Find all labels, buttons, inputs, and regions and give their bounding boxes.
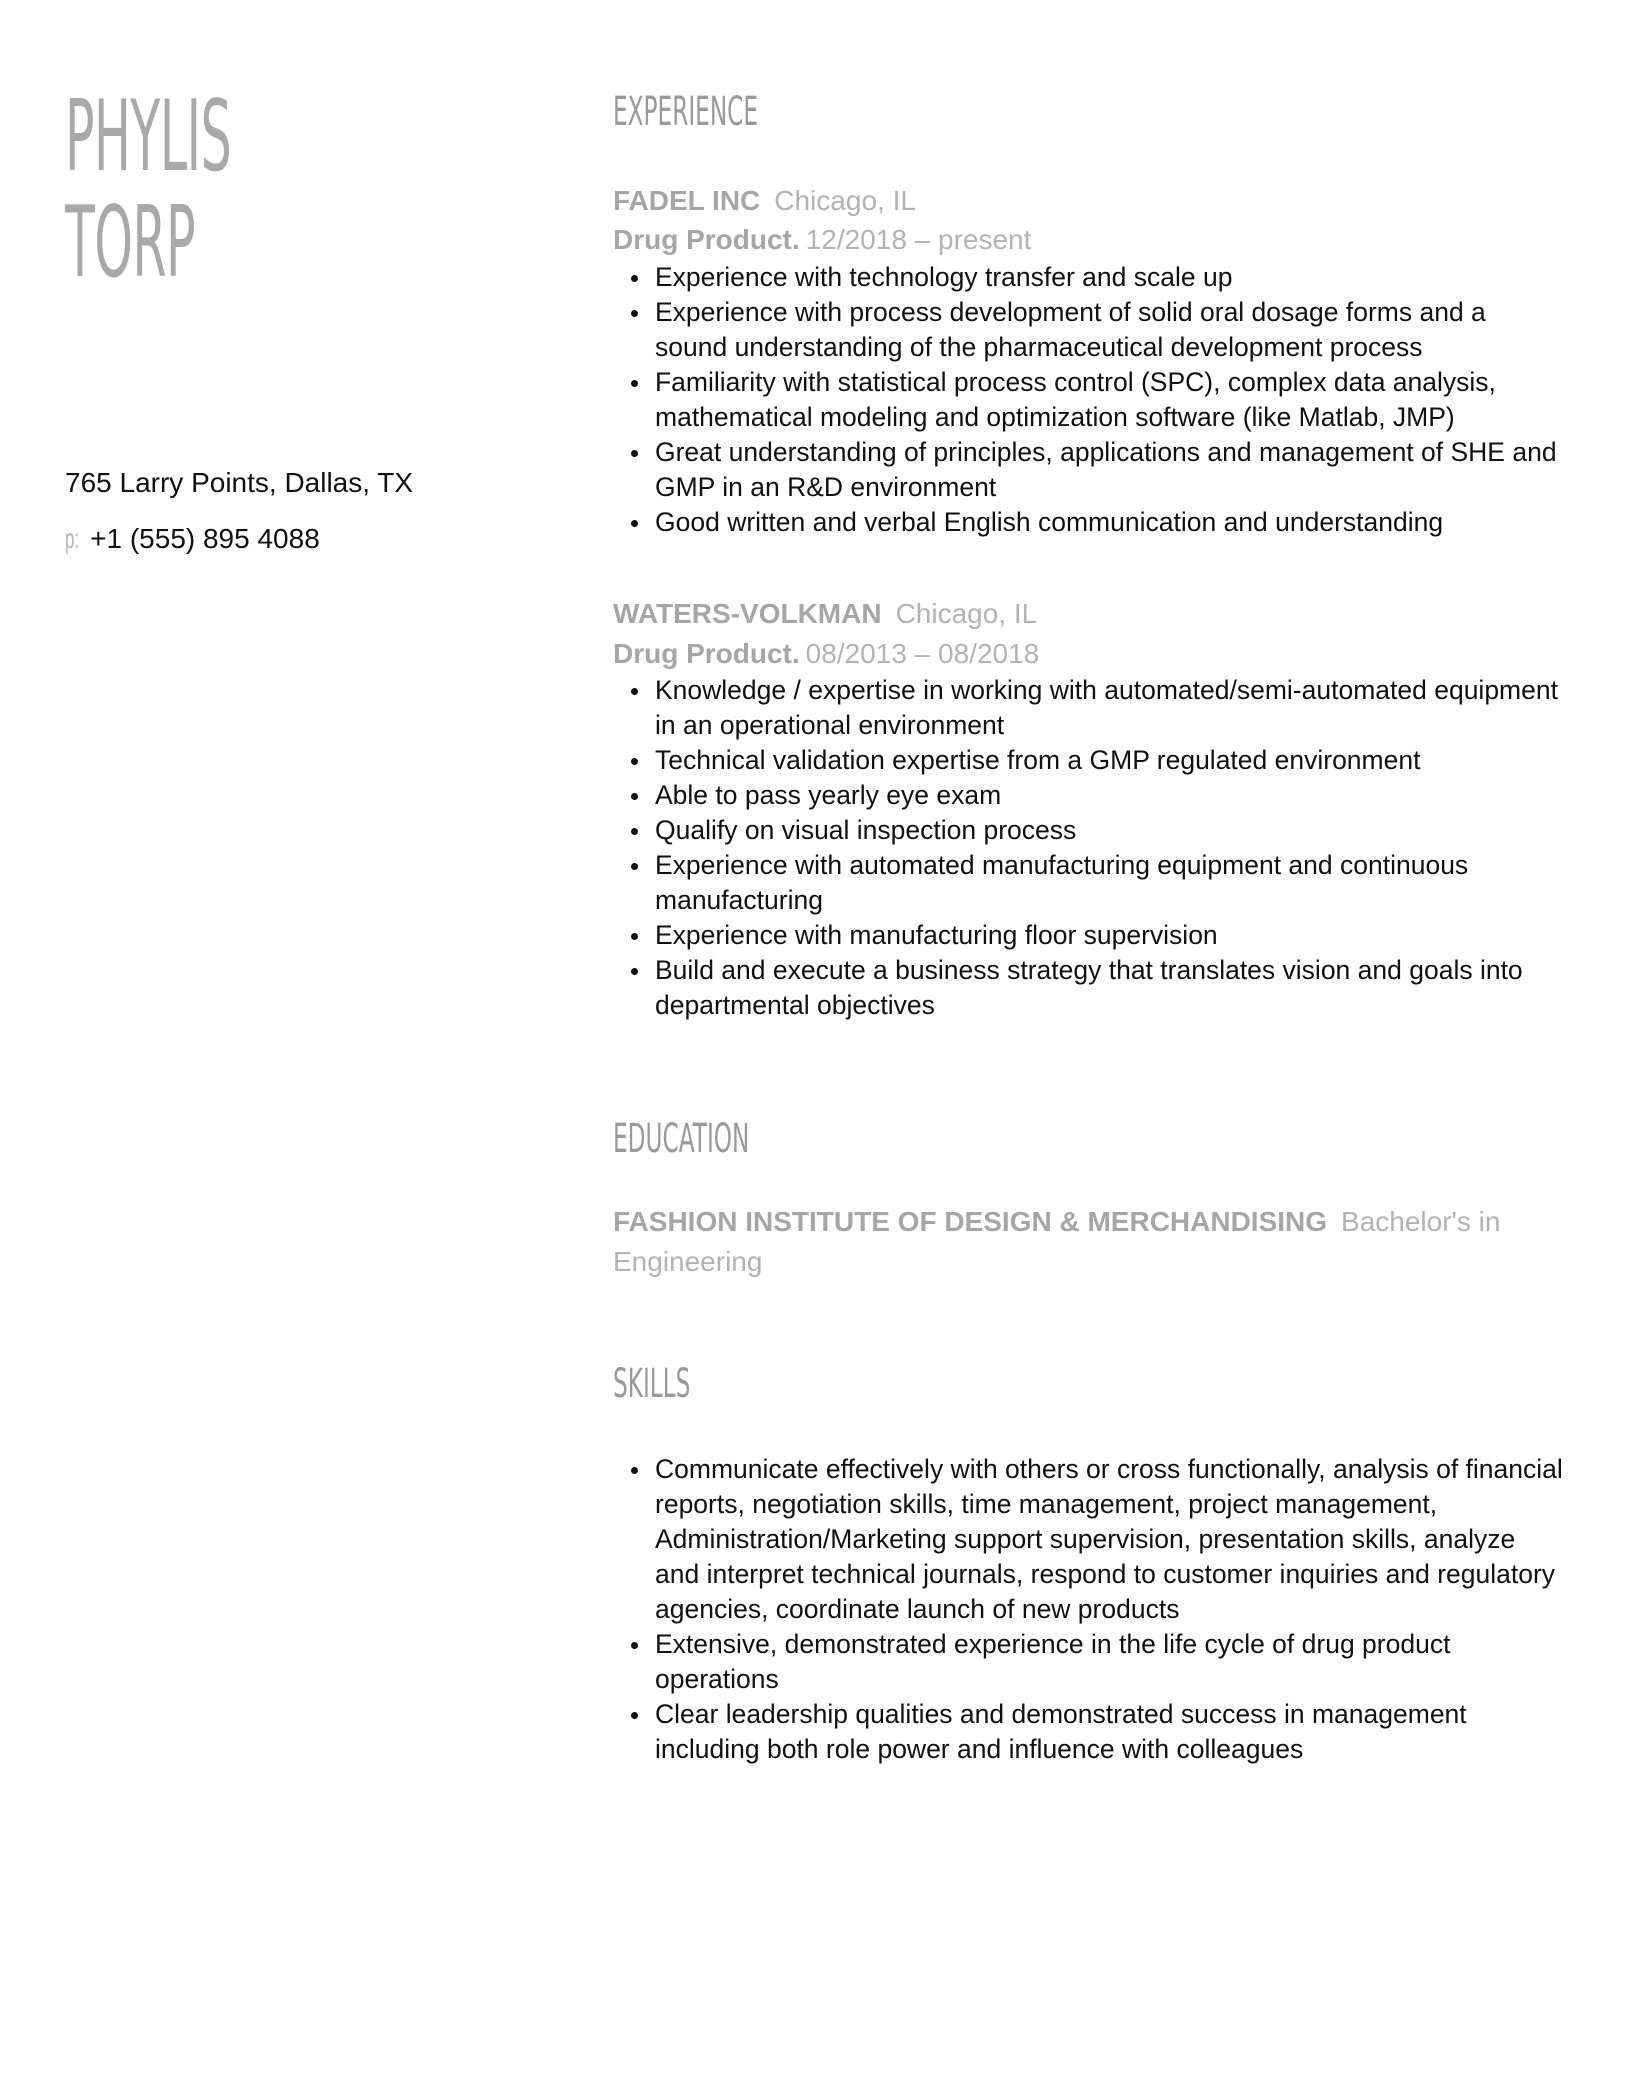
job-1-role: Drug Product.	[613, 224, 800, 255]
job-2-dates: 08/2013 – 08/2018	[805, 638, 1040, 669]
list-item: Clear leadership qualities and demonstrated success in management including both role power and influence with colleagues	[613, 1697, 1563, 1767]
list-item: Qualify on visual inspection process	[613, 813, 1563, 848]
list-item: Good written and verbal English communication and understanding	[613, 505, 1563, 540]
list-item: Build and execute a business strategy that translates vision and goals into departmental objectives	[613, 953, 1563, 1023]
list-item: Technical validation expertise from a GMP regulated environment	[613, 743, 1563, 778]
list-item: Familiarity with statistical process control (SPC), complex data analysis, mathematical modeling and optimization software (like Matlab, JMP)	[613, 365, 1563, 435]
job-1-dates: 12/2018 – present	[805, 224, 1032, 255]
first-name: PHYLIS	[65, 80, 232, 194]
school-name: FASHION INSTITUTE OF DESIGN & MERCHANDISING	[613, 1206, 1328, 1237]
job-1-role-line	[613, 222, 1031, 258]
job-2-bullets	[613, 673, 1563, 1023]
candidate-name	[65, 80, 232, 300]
list-item: Great understanding of principles, applications and management of SHE and GMP in an R&D environment	[613, 435, 1563, 505]
experience-heading: EXPERIENCE	[613, 89, 759, 135]
job-1-header	[613, 183, 916, 219]
list-item: Able to pass yearly eye exam	[613, 778, 1563, 813]
phone-line	[65, 521, 320, 557]
skills-heading: SKILLS	[613, 1361, 691, 1407]
list-item: Experience with process development of solid oral dosage forms and a sound understanding of the pharmaceutical development process	[613, 295, 1563, 365]
education-heading: EDUCATION	[613, 1116, 750, 1162]
list-item: Experience with automated manufacturing equipment and continuous manufacturing	[613, 848, 1563, 918]
list-item: Experience with manufacturing floor supervision	[613, 918, 1563, 953]
job-2-location: Chicago, IL	[895, 598, 1038, 629]
education-entry	[613, 1202, 1563, 1282]
job-1-company: FADEL INC	[613, 185, 761, 216]
list-item: Experience with technology transfer and scale up	[613, 260, 1563, 295]
last-name: TORP	[65, 186, 196, 300]
job-1-bullets	[613, 260, 1563, 540]
address: 765 Larry Points, Dallas, TX	[65, 467, 414, 498]
skills-list	[613, 1452, 1563, 1767]
phone-number: +1 (555) 895 4088	[90, 523, 320, 554]
degree: Bachelor's in Engineering	[613, 1206, 1501, 1277]
job-2-role: Drug Product.	[613, 638, 800, 669]
job-2-header	[613, 596, 1037, 632]
list-item: Communicate effectively with others or cross functionally, analysis of financial reports, negotiation skills, time management, project management, Administration/Marketing support supervision, presentation skills, analyze and interpret technical journals, respond to customer inquiries and regulatory agencies, coordinate launch of new products	[613, 1452, 1563, 1627]
list-item: Knowledge / expertise in working with automated/semi-automated equipment in an operational environment	[613, 673, 1563, 743]
list-item: Extensive, demonstrated experience in the life cycle of drug product operations	[613, 1627, 1563, 1697]
job-2-role-line	[613, 636, 1039, 672]
job-1-location: Chicago, IL	[774, 185, 916, 216]
job-2-company: WATERS-VOLKMAN	[613, 598, 882, 629]
phone-label: p:	[65, 523, 80, 554]
